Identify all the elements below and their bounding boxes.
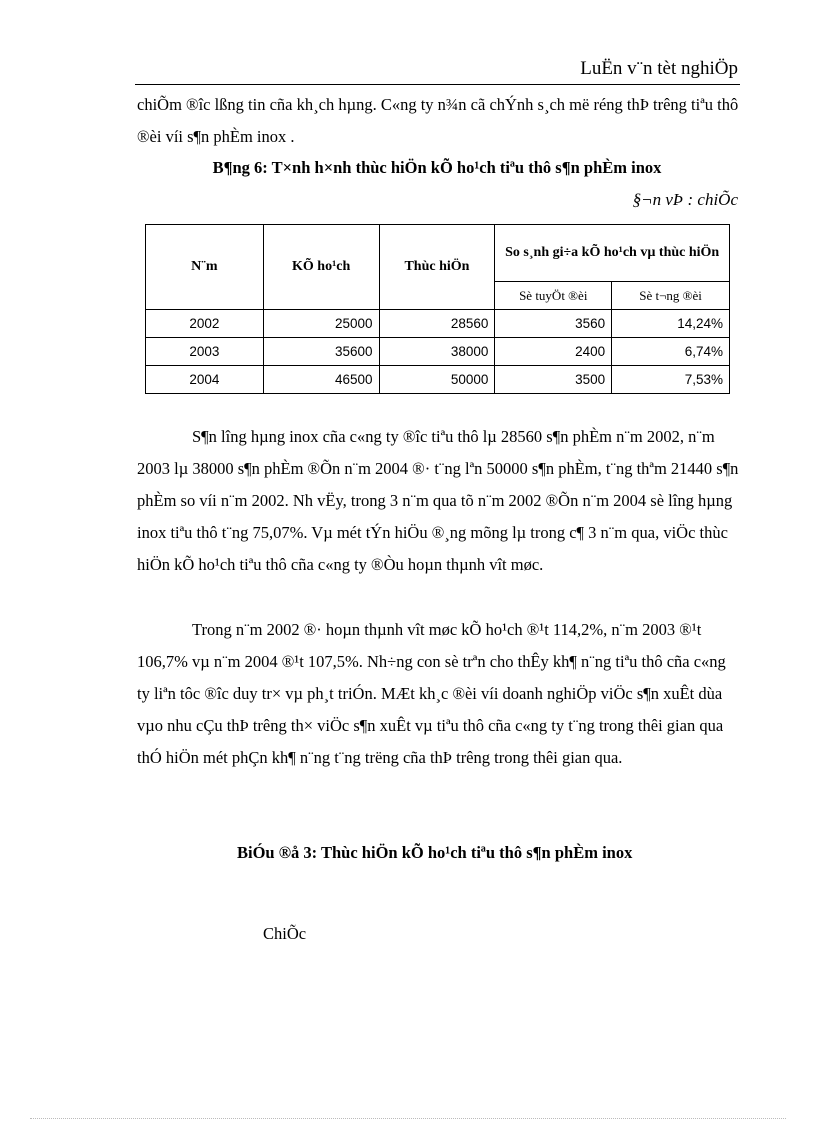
cell-plan: 25000 [263, 310, 379, 338]
header-relative: Sè t¬ng ®èi [612, 282, 730, 310]
page-bottom-divider [30, 1118, 786, 1119]
body-paragraph-1: S¶n lîng hµng inox cña c«ng ty ®îc tiªu thô lµ 28560 s¶n phÈm n¨m 2002, n¨m 2003 lµ 38000 s¶n phÈm ®Õn n¨m 2004 ®· t¨ng lªn 50000 s¶n phÈm, t¨ng thªm 21440 s¶n phÈm so víi n¨m 2002. Nh vËy, trong 3 n¨m qua tõ n¨m 2002 ®Õn n¨m 2004 sè lîng hµng inox tiªu thô t¨ng 75,07%. Vµ mét tÝn hiÖu ®¸ng mõng lµ trong c¶ 3 n¨m qua, viÖc thùc hiÖn kÕ ho¹ch tiªu thô cña c«ng ty ®Òu hoµn thµnh vît møc. [137, 427, 739, 574]
intro-paragraph: chiÕm ®îc lßng tin cña kh¸ch hµng. C«ng ty n¾n cã chÝnh s¸ch më réng thÞ trêng tiªu thô ®èi víi s¶n phÈm inox . [137, 95, 739, 146]
page-header [135, 58, 740, 85]
cell-year: 2002 [146, 310, 264, 338]
cell-absolute: 3500 [495, 366, 612, 394]
cell-year: 2003 [146, 338, 264, 366]
header-absolute: Sè tuyÖt ®èi [495, 282, 612, 310]
header-title: LuËn v¨n tèt nghiÖp [580, 58, 738, 79]
cell-plan: 35600 [263, 338, 379, 366]
table-title: B¶ng 6: T×nh h×nh thùc hiÖn kÕ ho¹ch tiªu thô s¶n phÈm inox [212, 158, 662, 177]
cell-absolute: 2400 [495, 338, 612, 366]
header-year: N¨m [146, 225, 264, 310]
header-compare: So s¸nh gi÷a kÕ ho¹ch vµ thùc hiÖn [495, 225, 730, 282]
cell-relative: 7,53% [612, 366, 730, 394]
table-unit: §¬n vÞ : chiÕc [632, 190, 738, 209]
cell-actual: 28560 [379, 310, 495, 338]
chart-axis-label: ChiÕc [263, 924, 307, 943]
cell-relative: 6,74% [612, 338, 730, 366]
table-row [146, 338, 730, 366]
table-row [146, 310, 730, 338]
cell-plan: 46500 [263, 366, 379, 394]
header-actual: Thùc hiÖn [379, 225, 495, 310]
header-plan: KÕ ho¹ch [263, 225, 379, 310]
cell-actual: 50000 [379, 366, 495, 394]
cell-actual: 38000 [379, 338, 495, 366]
body-paragraph-2: Trong n¨m 2002 ®· hoµn thµnh vît møc kÕ ho¹ch ®¹t 114,2%, n¨m 2003 ®¹t 106,7% vµ n¨m 2004 ®¹t 107,5%. Nh÷ng con sè trªn cho thÊy kh¶ n¨ng tiªu thô cña c«ng ty liªn tôc ®îc duy tr× vµ ph¸t triÓn. MÆt kh¸c ®èi víi doanh nghiÖp viÖc s¶n xuÊt dùa vµo nhu cÇu thÞ trêng th× viÖc s¶n xuÊt vµ tiªu thô cña c«ng ty t¨ng trong thêi gian qua thÓ hiÖn mét phÇn kh¶ n¨ng t¨ng trëng cña thÞ trêng trong thêi gian qua. [137, 620, 726, 767]
cell-relative: 14,24% [612, 310, 730, 338]
chart-title: BiÓu ®å 3: Thùc hiÖn kÕ ho¹ch tiªu thô s¶n phÈm inox [237, 843, 633, 862]
cell-year: 2004 [146, 366, 264, 394]
cell-absolute: 3560 [495, 310, 612, 338]
plan-table [145, 224, 730, 394]
table-row [146, 366, 730, 394]
